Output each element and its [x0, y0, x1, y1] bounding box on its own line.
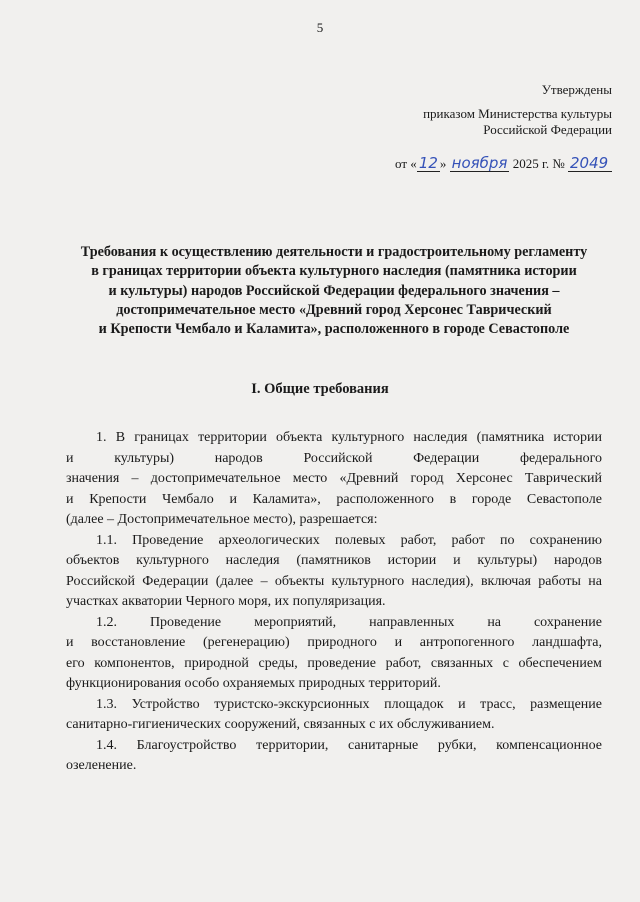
body-line [66, 449, 602, 470]
body-word: истории [387, 553, 437, 568]
body-word: значения [66, 471, 120, 486]
body-line [66, 469, 602, 490]
order-month-handwritten: ноября [451, 154, 508, 172]
body-word: (памятников [296, 553, 371, 568]
body-line [66, 736, 602, 757]
body-word: культуры) [477, 553, 538, 568]
body-word: объектов [66, 553, 120, 568]
body-word: Российской [303, 450, 373, 466]
body-line [66, 490, 602, 511]
body-word: народов [214, 450, 263, 466]
body-word: работ, [400, 532, 437, 548]
body-word: 1.3. [96, 696, 117, 712]
body-line [66, 695, 602, 716]
body-word: Проведение [149, 614, 222, 630]
body-word: санитарные [348, 737, 419, 753]
body-line [66, 428, 602, 449]
body-word: природного [307, 635, 377, 650]
body-word: – [131, 471, 139, 486]
body-word: антропогенного [419, 635, 515, 650]
body-word: площадок [384, 696, 444, 712]
body-word: Чембало [162, 491, 214, 507]
body-word: туристско-экскурсионных [214, 696, 370, 712]
body-line: участках акватории Черного моря, их популяризация. [66, 594, 386, 609]
body-word: наследия), [411, 573, 474, 589]
order-year-text: 2025 г. № [512, 156, 565, 171]
approval-block [423, 82, 612, 138]
document-body [66, 428, 602, 777]
body-word: Крепости [89, 491, 147, 507]
body-word: Российской [66, 573, 135, 589]
body-word: (регенерацию) [202, 635, 290, 650]
body-word: Устройство [131, 696, 200, 712]
body-word: федерального [519, 450, 602, 466]
body-word: культуры) [114, 450, 175, 466]
title-line: и Крепости Чембало и Каламита», расположенного в городе Севастополе [98, 321, 570, 338]
body-word: работ, [385, 655, 422, 671]
order-quote-close: » [439, 156, 447, 171]
body-word: «Древний [339, 471, 399, 486]
body-word: компонентов, [94, 655, 175, 671]
body-word: территории [198, 430, 267, 445]
body-word: истории [553, 430, 602, 445]
body-word: наследия [413, 430, 468, 445]
body-word: город [410, 471, 444, 486]
body-word: обеспечением [518, 655, 602, 671]
body-word: и [458, 696, 466, 712]
body-word: – [260, 573, 268, 589]
body-word: ландшафта, [532, 635, 602, 650]
body-word: в [449, 491, 457, 507]
order-prefix: от « [395, 156, 417, 171]
body-word: 1.2. [96, 614, 117, 630]
body-line: (далее – Достопримечательное место), разрешается: [66, 512, 378, 527]
body-line: озеленение. [66, 758, 137, 773]
body-word: по [500, 532, 515, 548]
body-word: и [453, 553, 461, 568]
order-number-handwritten: 2049 [568, 155, 612, 172]
body-word: территории, [256, 737, 329, 753]
body-word: сохранение [533, 614, 602, 630]
body-word: Каламита», [252, 491, 321, 507]
body-word: трасс, [480, 696, 516, 712]
body-word: Федерации [142, 573, 209, 589]
body-word: и [66, 450, 74, 466]
body-word: среды, [258, 655, 298, 671]
body-word: его [66, 655, 85, 671]
title-line: Требования к осуществлению деятельности и градостроительному регламенту [80, 244, 588, 260]
body-line [66, 551, 602, 572]
body-word: природной [184, 655, 249, 671]
body-word: Федерации [413, 450, 480, 466]
body-word: с [502, 655, 509, 671]
body-word: восстановление [91, 635, 186, 650]
title-line: и культуры) народов Российской Федерации федерального значения – [108, 282, 560, 299]
body-word: расположенного [336, 491, 434, 507]
body-word: работы [538, 573, 581, 589]
body-line [66, 654, 602, 675]
approval-order-line: приказом Министерства культуры [423, 106, 612, 121]
body-word: В [115, 430, 126, 445]
body-word: Проведение [132, 532, 204, 548]
body-word: культурного [331, 573, 405, 589]
body-word: полевых [334, 532, 386, 548]
body-word: проведение [307, 655, 376, 671]
body-word: включая [480, 573, 531, 589]
body-line [66, 531, 602, 552]
body-word: городе [471, 491, 512, 507]
body-word: объекта [276, 430, 323, 445]
body-line: функционирования особо охраняемых природных территорий. [66, 676, 441, 691]
body-word: направленных [369, 614, 455, 630]
body-word: достопримечательное [150, 471, 281, 486]
body-word: Херсонес [455, 471, 513, 486]
body-word: (далее [215, 573, 254, 589]
body-word: границах [134, 430, 189, 445]
approval-ministry-line: Российской Федерации [483, 122, 612, 137]
body-word: связанных [430, 655, 494, 671]
body-word: место [292, 471, 328, 486]
document-title [58, 243, 610, 339]
section-title: I. Общие требования [251, 381, 389, 397]
body-word: народов [553, 553, 602, 568]
title-line: достопримечательное место «Древний город Херсонес Таврический [116, 301, 552, 318]
body-word: 1.1. [96, 532, 117, 548]
body-word: культурного [136, 553, 209, 568]
body-line [66, 633, 602, 654]
body-word: 1. [96, 430, 107, 445]
body-word: и [394, 635, 403, 650]
body-word: работ [451, 532, 485, 548]
body-word: наследия [225, 553, 280, 568]
body-word: Таврический [524, 471, 602, 486]
body-word: 1.4. [96, 737, 117, 753]
page-number: 5 [316, 20, 324, 35]
body-word: рубки, [437, 737, 477, 753]
body-word: и [229, 491, 237, 507]
body-word: культурного [331, 430, 405, 445]
body-word: Благоустройство [136, 737, 237, 753]
body-line [66, 572, 602, 593]
body-word: мероприятий, [254, 614, 337, 630]
body-word: объекты [274, 573, 325, 589]
approval-heading: Утверждены [541, 82, 612, 97]
order-day-handwritten: 12 [418, 154, 438, 172]
body-word: размещение [530, 696, 602, 712]
body-word: археологических [218, 532, 320, 548]
body-word: на [487, 614, 502, 630]
body-line [66, 613, 602, 634]
body-line: санитарно-гигиенических сооружений, связанных с их обслуживанием. [66, 717, 495, 732]
body-word: Севастополе [526, 491, 602, 507]
body-word: на [588, 573, 602, 589]
body-word: и [66, 635, 74, 650]
body-word: компенсационное [496, 737, 602, 753]
order-date-line [395, 155, 612, 172]
title-line: в границах территории объекта культурного наследия (памятника истории [91, 263, 577, 280]
body-word: и [66, 491, 74, 507]
body-word: (памятника [476, 430, 545, 445]
body-word: сохранению [529, 532, 602, 548]
